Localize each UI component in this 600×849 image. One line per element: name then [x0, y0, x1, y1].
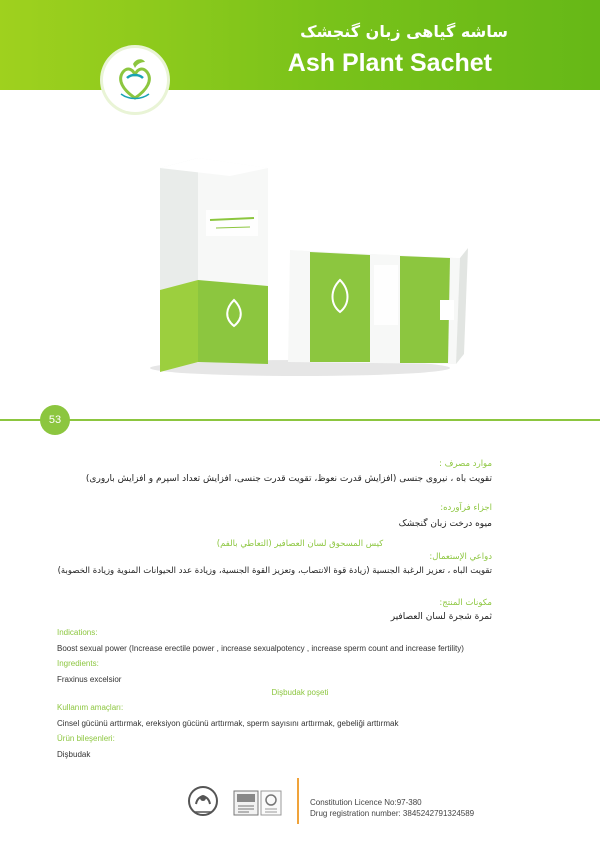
constitution-licence: Constitution Licence No:97-380	[310, 798, 422, 807]
fa-ingredients-heading: اجزاء فرآورده:	[440, 503, 492, 513]
tr-components-text: Dişbudak	[57, 750, 91, 759]
title-persian: ساشه گیاهی زبان گنجشک	[300, 22, 508, 41]
section-divider	[0, 419, 600, 421]
fa-ingredients-text: میوه درخت زبان گنجشک	[398, 519, 492, 529]
page-number: 53	[40, 405, 70, 435]
tr-product-name: Dişbudak poşeti	[271, 688, 329, 697]
quality-mark-icon	[260, 790, 282, 816]
en-ingredients-heading: Ingredients:	[57, 659, 99, 668]
title-english: Ash Plant Sachet	[287, 49, 492, 77]
footer-accent-bar	[297, 778, 299, 824]
ar-ingredients-heading: مكونات المنتج:	[439, 598, 492, 608]
tr-components-heading: Ürün bileşenleri:	[57, 734, 115, 743]
ar-usage-heading: دواعي الإستعمال:	[429, 552, 492, 562]
ar-ingredients-text: ثمرة شجرة لسان العصافير	[390, 612, 492, 622]
fa-usage-text: تقویت باه ، نیروی جنسی (افزایش قدرت نعوظ، تقویت قدرت جنسی، افزایش تعداد اسپرم و افزایش باروری)	[85, 474, 492, 484]
ar-usage-text: تقويت الباه ، تعزيز الرغبة الجنسية (زيادة قوة الانتصاب، وتعزيز القوة الجنسية، وزيادة عدد الحيوانات المنوية وزيادة الخصوبة)	[57, 566, 492, 576]
en-indications-text: Boost sexual power (Increase erectile power , increase sexualpotency , increase sperm count and increase fertility)	[57, 644, 464, 653]
certification-seal-icon	[233, 790, 259, 816]
brand-logo-icon	[103, 48, 167, 112]
drug-registration-number: Drug registration number: 3845242791324589	[310, 809, 475, 818]
en-ingredients-text: Fraxinus excelsior	[57, 675, 122, 684]
en-indications-heading: Indications:	[57, 628, 98, 637]
fa-usage-heading: موارد مصرف :	[439, 459, 492, 469]
ar-product-name: كيس المسحوق لسان العصافير (التعاطي بالفم)	[216, 539, 384, 549]
tr-usage-heading: Kullanım amaçları:	[57, 703, 124, 712]
tr-usage-text: Cinsel gücünü arttırmak, ereksiyon gücünü arttırmak, sperm sayısını arttırmak, gebeliği arttırmak	[57, 719, 399, 728]
health-ministry-logo-icon	[186, 784, 220, 818]
product-box-image	[150, 150, 470, 380]
